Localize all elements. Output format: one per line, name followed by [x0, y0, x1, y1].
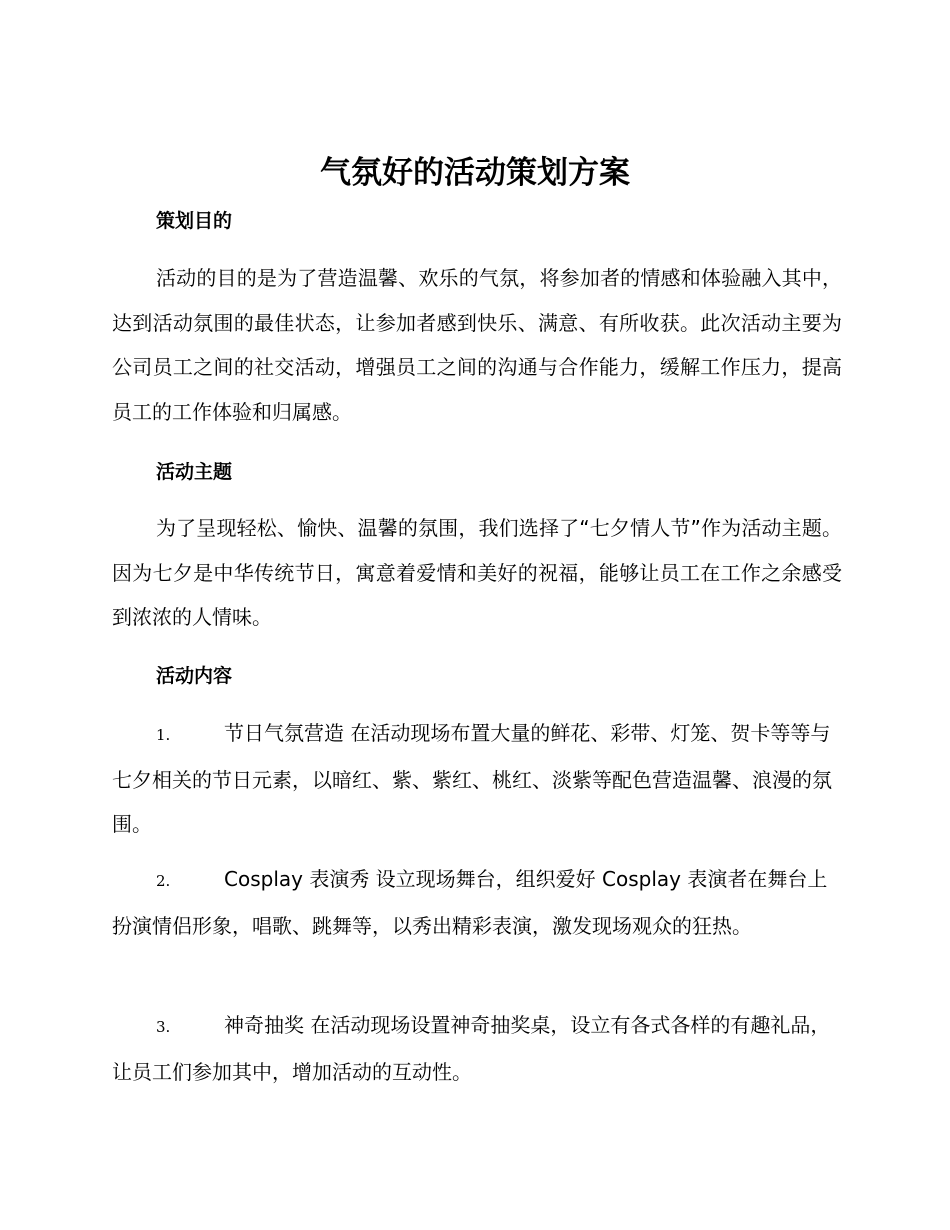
section-body-theme: 为了呈现轻松、愉快、温馨的氛围，我们选择了“七夕情人节”作为活动主题。因为七夕是中华传统节日，寓意着爱情和美好的祝福，能够让员工在工作之余感受到浓浓的人情味。	[112, 516, 842, 629]
document-title: 气氛好的活动策划方案	[320, 155, 630, 191]
document-page	[112, 0, 842, 1230]
section-heading-purpose: 策划目的	[156, 210, 233, 232]
list-item-text: 神奇抽奖 在活动现场设置神奇抽奖桌，设立有各式各样的有趣礼品，让员工们参加其中，增加活动的互动性。	[112, 1013, 831, 1084]
section-heading-theme: 活动主题	[156, 461, 233, 483]
section-heading-content: 活动内容	[156, 665, 233, 687]
list-item-text: 节日气氛营造 在活动现场布置大量的鲜花、彩带、灯笼、贺卡等等与七夕相关的节日元素，以暗红、紫、紫红、桃红、淡紫等配色营造温馨、浪漫的氛围。	[112, 721, 832, 836]
list-item	[112, 711, 842, 847]
list-item-number: 3.	[156, 1018, 171, 1036]
list-item-number: 1.	[156, 726, 171, 744]
list-item	[112, 857, 842, 948]
list-item-number: 2.	[156, 872, 171, 890]
list-item	[112, 1003, 842, 1094]
section-body-purpose: 活动的目的是为了营造温馨、欢乐的气氛，将参加者的情感和体验融入其中，达到活动氛围的最佳状态，让参加者感到快乐、满意、有所收获。此次活动主要为公司员工之间的社交活动，增强员工之间的沟通与合作能力，缓解工作压力，提高员工的工作体验和归属感。	[112, 266, 842, 424]
list-item-text: Cosplay 表演秀 设立现场舞台，组织爱好 Cosplay 表演者在舞台上扮演情侣形象，唱歌、跳舞等，以秀出精彩表演，激发现场观众的狂热。	[112, 867, 828, 938]
